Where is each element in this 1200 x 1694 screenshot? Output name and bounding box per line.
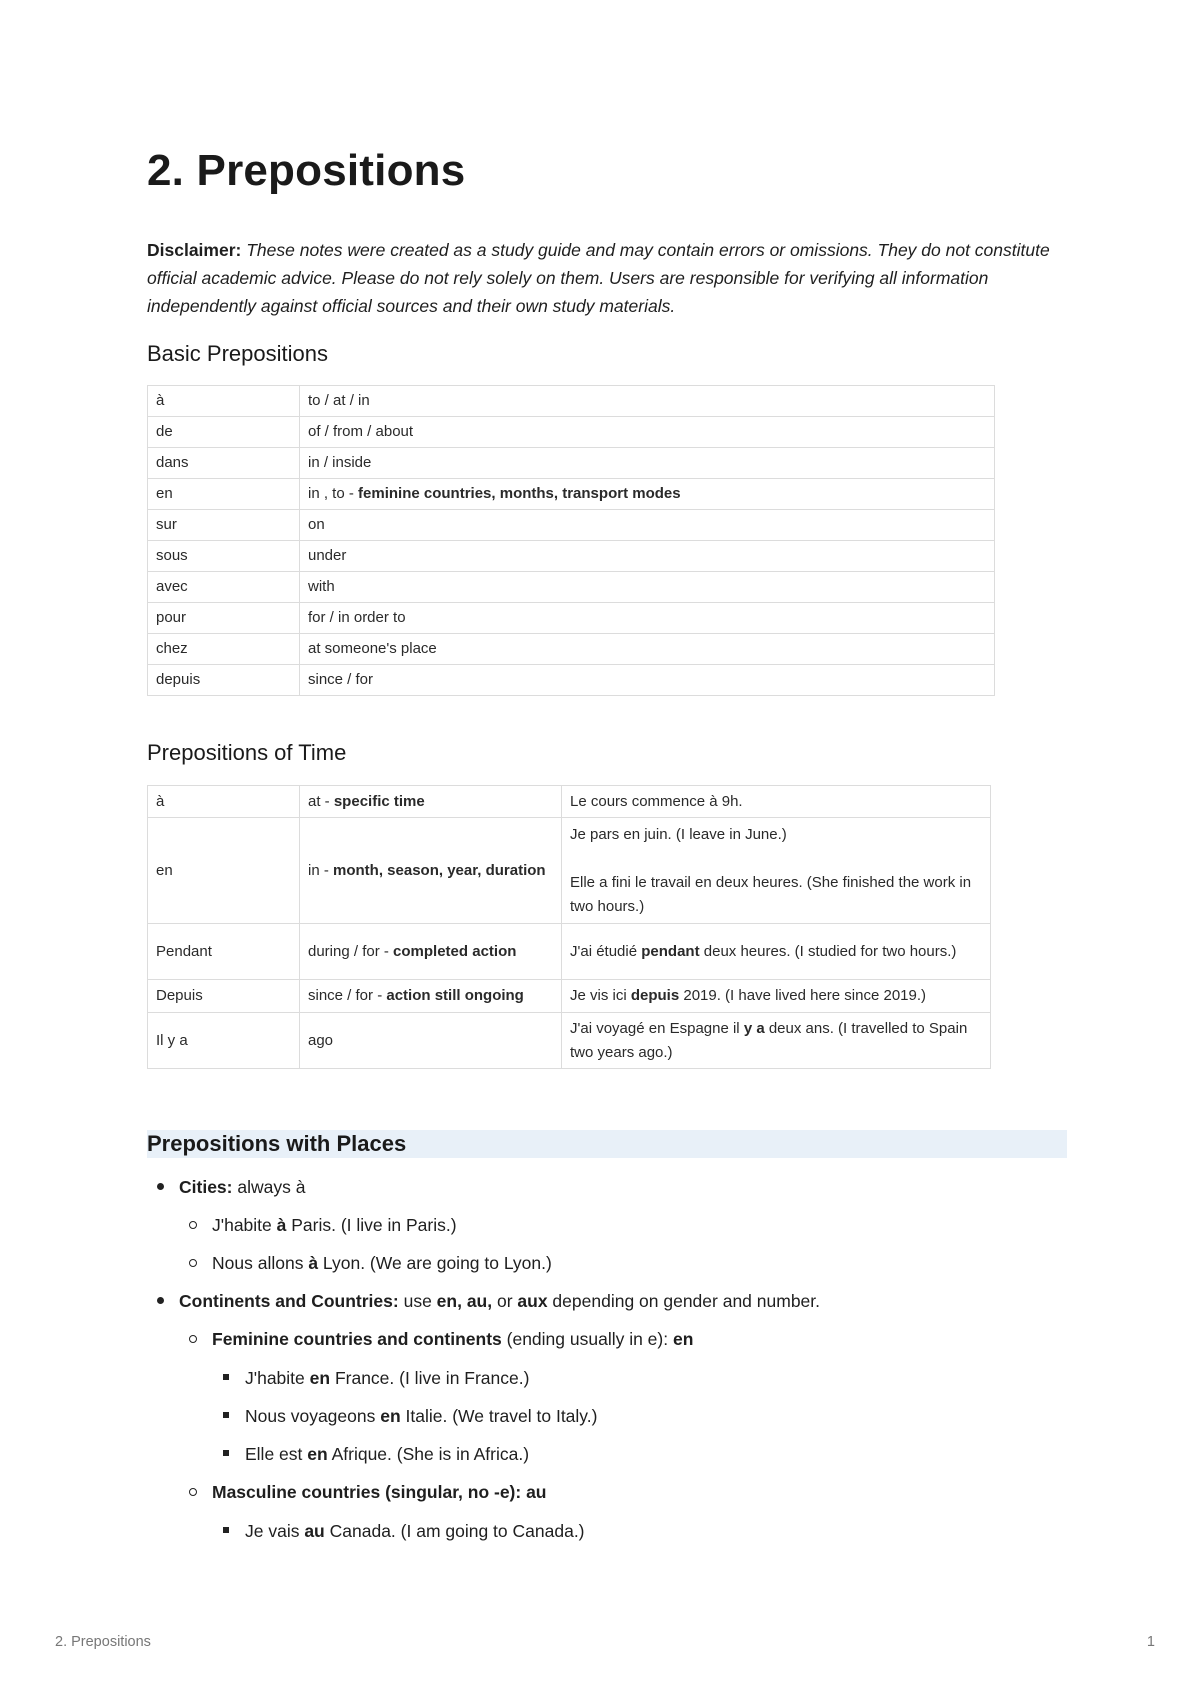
list-item (212, 1251, 552, 1275)
bullet-square (223, 1374, 229, 1380)
example-bold: y a (743, 1019, 765, 1037)
cell-fr: Pendant (148, 924, 300, 980)
page-number: 1 (1146, 1634, 1155, 1650)
example-line: Je pars en juin. (I leave in June.) (570, 825, 787, 843)
table-row (148, 417, 995, 448)
cities-label: Cities: (179, 1177, 233, 1197)
disclaimer-text: These notes were created as a study guide and may contain errors or omissions. They do not constitute official academic advice. Please do not rely solely on them. Users are responsible for verifying all information independently against official sources and their own study materials. (147, 240, 1050, 316)
bullet-circle (189, 1221, 197, 1229)
example-text: J'ai étudié (570, 942, 642, 960)
cell-fr: sous (148, 541, 300, 572)
cell-example: Le cours commence à 9h. (562, 786, 991, 818)
example-text: 2019. (I have lived here since 2019.) (679, 987, 927, 1004)
cell-en: of / from / about (300, 417, 995, 448)
meaning-text: in - (308, 861, 334, 879)
cell-fr: pour (148, 603, 300, 634)
continents-label: Continents and Countries: (179, 1291, 399, 1311)
table-row (148, 634, 995, 665)
table-row (148, 541, 995, 572)
continents-bold: en, au, (436, 1291, 493, 1311)
example-bold: à (308, 1253, 319, 1273)
table-row (148, 386, 995, 417)
time-heading: Prepositions of Time (147, 740, 347, 765)
cell-fr: depuis (148, 665, 300, 696)
cell-en-text: in , to - (308, 485, 359, 502)
cell-example (562, 924, 991, 980)
places-heading-text: Prepositions with Places (147, 1131, 407, 1156)
table-row (148, 603, 995, 634)
list-item-cities (179, 1175, 305, 1199)
bullet-circle (189, 1259, 197, 1267)
example-text: Nous allons (212, 1253, 309, 1273)
table-row (148, 980, 991, 1013)
example-text: Je vis ici (570, 987, 631, 1004)
cell-fr: Il y a (148, 1013, 300, 1069)
list-item-feminine (212, 1327, 693, 1351)
example-text: Elle est (245, 1444, 308, 1464)
cell-meaning (300, 786, 562, 818)
time-table (147, 785, 991, 1069)
basic-heading: Basic Prepositions (147, 341, 328, 366)
example-bold: en (380, 1406, 401, 1426)
list-item (245, 1366, 529, 1390)
meaning-bold: completed action (393, 942, 517, 960)
bullet-disc (157, 1297, 164, 1304)
cell-fr: à (148, 386, 300, 417)
continents-text: depending on gender and number. (547, 1291, 821, 1311)
disclaimer-label: Disclaimer: (147, 240, 242, 260)
cell-en: to / at / in (300, 386, 995, 417)
cities-text: always à (232, 1177, 306, 1197)
example-text: Canada. (I am going to Canada.) (324, 1521, 585, 1541)
cell-fr: chez (148, 634, 300, 665)
cell-en: under (300, 541, 995, 572)
continents-text: or (492, 1291, 518, 1311)
table-row (148, 479, 995, 510)
meaning-text: since / for - (308, 987, 387, 1004)
example-text: France. (I live in France.) (330, 1368, 530, 1388)
list-item (245, 1442, 529, 1466)
places-heading (147, 1130, 1067, 1158)
example-text: Italie. (We travel to Italy.) (400, 1406, 598, 1426)
bullet-square (223, 1412, 229, 1418)
cell-en: since / for (300, 665, 995, 696)
example-text: J'habite (212, 1215, 277, 1235)
meaning-text: during / for - (308, 942, 394, 960)
example-text: Afrique. (She is in Africa.) (327, 1444, 530, 1464)
cell-meaning (300, 818, 562, 924)
table-row (148, 572, 995, 603)
list-item-continents (179, 1289, 820, 1313)
cell-meaning (300, 980, 562, 1013)
example-bold: au (304, 1521, 325, 1541)
cell-fr: de (148, 417, 300, 448)
cell-fr: en (148, 818, 300, 924)
cell-meaning: ago (300, 1013, 562, 1069)
example-bold: depuis (630, 987, 680, 1004)
disclaimer (147, 236, 1067, 320)
bullet-circle (189, 1488, 197, 1496)
example-text: J'ai voyagé en Espagne il (570, 1019, 744, 1037)
table-row (148, 818, 991, 924)
list-item (245, 1519, 585, 1543)
list-item (245, 1404, 597, 1428)
list-item-masculine (212, 1480, 547, 1504)
table-row (148, 1013, 991, 1069)
meaning-bold: specific time (333, 792, 425, 810)
feminine-label: Feminine countries and continents (212, 1329, 502, 1349)
meaning-bold: action still ongoing (386, 987, 524, 1004)
cell-en-bold: feminine countries, months, transport modes (358, 485, 681, 502)
example-text: deux heures. (I studied for two hours.) (699, 942, 957, 960)
cell-fr: avec (148, 572, 300, 603)
table-row (148, 510, 995, 541)
cell-en: in / inside (300, 448, 995, 479)
cell-en: for / in order to (300, 603, 995, 634)
bullet-square (223, 1450, 229, 1456)
cell-example (562, 818, 991, 924)
bullet-circle (189, 1335, 197, 1343)
cell-en: with (300, 572, 995, 603)
example-text: Paris. (I live in Paris.) (286, 1215, 457, 1235)
feminine-text: (ending usually in e): (501, 1329, 673, 1349)
bullet-square (223, 1527, 229, 1533)
example-text: Lyon. (We are going to Lyon.) (318, 1253, 552, 1273)
meaning-text: at - (308, 792, 334, 810)
cell-meaning (300, 924, 562, 980)
example-bold: pendant (641, 942, 700, 960)
cell-en: at someone's place (300, 634, 995, 665)
cell-en (300, 479, 995, 510)
example-text: Je vais (245, 1521, 305, 1541)
example-text: J'habite (245, 1368, 310, 1388)
basic-table (147, 385, 995, 696)
example-text: deux ans. (I travelled to Spain two years ago.) (570, 1019, 968, 1061)
example-text: Nous voyageons (245, 1406, 381, 1426)
list-item (212, 1213, 457, 1237)
table-row (148, 924, 991, 980)
table-row (148, 448, 995, 479)
page-title: 2. Prepositions (147, 146, 466, 195)
cell-fr: à (148, 786, 300, 818)
cell-fr: sur (148, 510, 300, 541)
example-line: Elle a fini le travail en deux heures. (She finished the work in two hours.) (570, 873, 972, 915)
feminine-prep: en (672, 1329, 694, 1349)
bullet-disc (157, 1183, 164, 1190)
cell-example (562, 980, 991, 1013)
cell-fr: en (148, 479, 300, 510)
example-bold: à (276, 1215, 287, 1235)
table-row (148, 786, 991, 818)
cell-example (562, 1013, 991, 1069)
continents-text: use (398, 1291, 437, 1311)
masculine-label: Masculine countries (singular, no -e): au (212, 1482, 547, 1502)
cell-fr: Depuis (148, 980, 300, 1013)
footer-title: 2. Prepositions (55, 1634, 151, 1650)
cell-en: on (300, 510, 995, 541)
continents-bold: aux (517, 1291, 548, 1311)
example-bold: en (309, 1368, 331, 1388)
example-bold: en (307, 1444, 328, 1464)
meaning-bold: month, season, year, duration (333, 861, 546, 879)
table-row (148, 665, 995, 696)
cell-fr: dans (148, 448, 300, 479)
